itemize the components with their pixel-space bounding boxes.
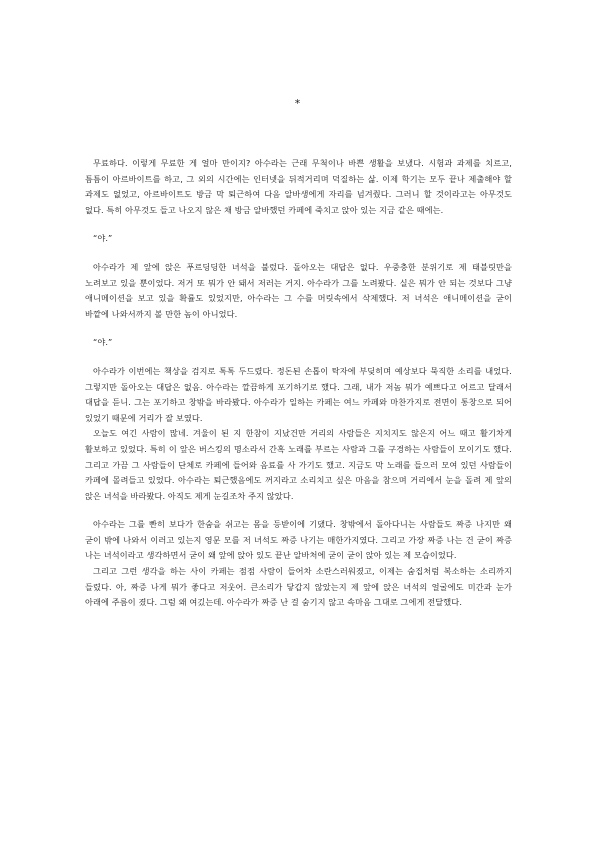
dialogue-2: “야.” xyxy=(93,337,113,348)
story-body xyxy=(85,156,512,611)
paragraph-2: 아수라가 제 앞에 앉은 푸르딩딩한 녀석을 불렀다. 돌아오는 대답은 없다. 우중충한 분위기로 제 태블릿만을 노려보고 있을 뿐이었다. 저거 또 뭐가 안 돼서 저러는 거지. 아수라가 그를 노려봤다. 실은 뭐가 안 되는 것보다 그냥 애니메이션을 보고 있을 확률도 있었지만, 아수라는 그 수를 머릿속에서 삭제했다. 저 녀석은 애니메이션을 굳이 바깥에 나와서까지 볼 만한 놈이 아니었다. xyxy=(85,261,512,319)
paragraph-3: 아수라가 이번에는 책상을 검지로 톡톡 두드렸다. 정돈된 손톱이 탁자에 부딪히며 예상보다 묵직한 소리를 내었다. 그렇지만 돌아오는 대답은 없음. 아수라는 깔끔하게 포기하기로 했다. 그래, 내가 저놈 뭐가 예쁘다고 어르고 달래서 대답을 듣니. 그는 포기하고 창밖을 바라봤다. 아수라가 일하는 카페는 여느 카페와 마찬가지로 전면이 통창으로 되어 있었기 때문에 거리가 잘 보였다. xyxy=(85,365,512,423)
paragraph-4: 오늘도 여긴 사람이 많네. 겨울이 된 지 한참이 지났건만 거리의 사람들은 지치지도 않은지 어느 때고 활기차게 활보하고 있었다. 특히 이 앞은 버스킹의 명소라서 간혹 노래를 부르는 사람과 그를 구경하는 사람들이 모이기도 했다. 그리고 가끔 그 사람들이 단체로 카페에 들어와 음료를 사 가기도 했고. 지금도 막 노래를 들으러 모여 있던 사람들이 카페에 몰려들고 있었다. 아수라는 퇴근했음에도 꺼지라고 소리치고 싶은 마음을 참으며 거리에서 눈을 돌려 제 앞의 앉은 녀석을 바라봤다. 아직도 제게 눈길조차 주지 않았다. xyxy=(85,428,512,501)
paragraph-5: 아수라는 그를 빤히 보다가 한숨을 쉬고는 몸을 등받이에 기댔다. 창밖에서 돌아다니는 사람들도 짜증 나지만 왜 굳이 밖에 나와서 이러고 있는지 영문 모를 저 녀석도 짜증 나기는 매한가지였다. 그리고 가장 짜증 나는 건 굳이 짜증 나는 녀석이라고 생각하면서 굳이 왜 앞에 앉아 있도 끝난 알바처에 굳이 굳이 앉아 있는 제 모습이었다. xyxy=(85,519,512,561)
paragraph-6: 그리고 그런 생각을 하는 사이 카페는 점점 사람이 들어차 소란스러워졌고, 이제는 숨집처럼 복소하는 소리까지 들렸다. 아, 짜증 나게 뭐가 좋다고 저웃어. 큰소리가 닿갑지 않았는지 제 앞에 앉은 녀석의 얼굴에도 미간과 눈가 아래에 주름이 졌다. 그럼 왜 여깄는데. 아수라가 짜증 난 걸 숨기지 않고 속마음 그대로 그에게 전달했다. xyxy=(85,566,512,608)
section-marker: * xyxy=(294,97,301,110)
paragraph-1: 무료하다. 이렇게 무료한 게 얼마 만이지? 아수라는 근래 무척이나 바쁜 생활을 보냈다. 시험과 과제를 치르고, 틈틈이 아르바이트를 하고, 그 외의 시간에는 인터넷을 뒤적거리며 덕질하는 삶. 이제 학기는 모두 끝나 제출해야 할 과제도 없었고, 아르바이트도 방금 막 퇴근하여 다음 알바생에게 자리를 넘겨줬다. 그러니 할 것이라고는 아무것도 없다. 특히 아무것도 들고 나오지 않은 채 방금 알바했던 카페에 죽치고 앉아 있는 지금 같은 때에는. xyxy=(85,158,512,215)
dialogue-1: “야.” xyxy=(93,233,113,244)
